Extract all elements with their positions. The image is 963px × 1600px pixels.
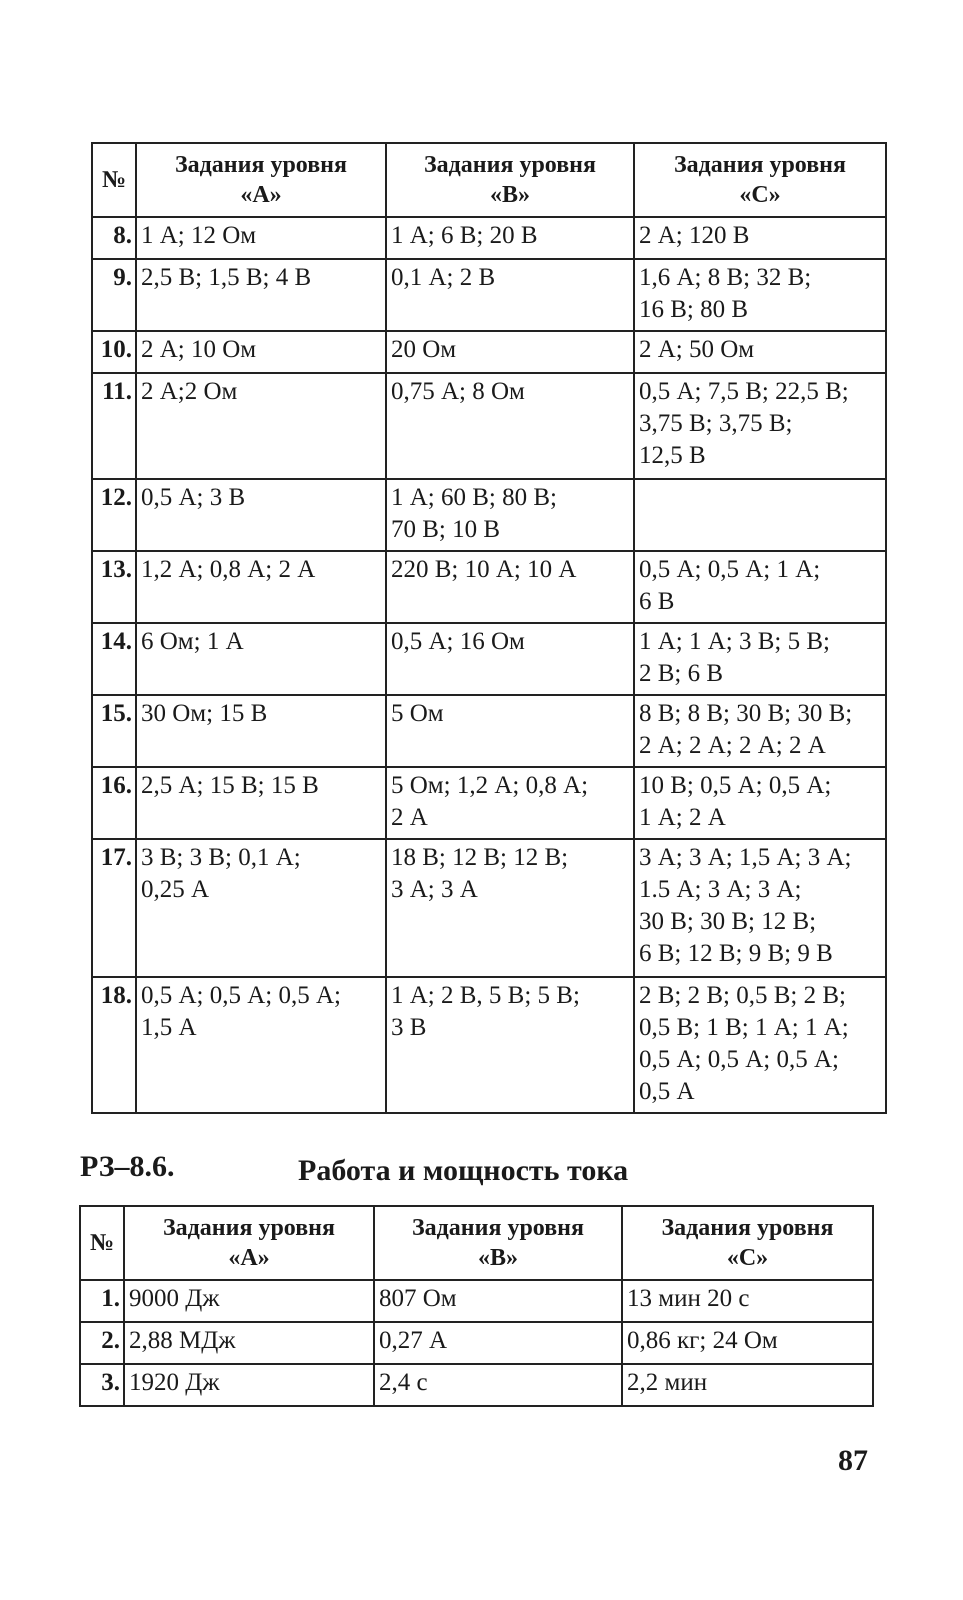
row-number: 1.: [80, 1280, 124, 1322]
row-number: 13.: [92, 551, 136, 623]
cell-level-b: 0,1 А; 2 В: [386, 259, 634, 331]
table-row: [92, 767, 886, 839]
cell-level-c: 1 А; 1 А; 3 В; 5 В; 2 В; 6 В: [634, 623, 886, 695]
cell-level-a: 1,2 А; 0,8 А; 2 А: [136, 551, 386, 623]
answers-table-main: [91, 142, 887, 1114]
row-number: 11.: [92, 373, 136, 479]
table-header-row: [92, 143, 886, 217]
cell-level-b: 5 Ом; 1,2 А; 0,8 А; 2 А: [386, 767, 634, 839]
table-body: [80, 1280, 873, 1406]
header-level-b: Задания уровня «В»: [386, 143, 634, 217]
row-number: 17.: [92, 839, 136, 977]
cell-level-a: 2,5 В; 1,5 В; 4 В: [136, 259, 386, 331]
cell-level-c: 8 В; 8 В; 30 В; 30 В; 2 А; 2 А; 2 А; 2 А: [634, 695, 886, 767]
table-row: [92, 331, 886, 373]
cell-level-c: 2 В; 2 В; 0,5 В; 2 В; 0,5 В; 1 В; 1 А; 1 А; 0,5 А; 0,5 А; 0,5 А; 0,5 А: [634, 977, 886, 1113]
table-row: [92, 839, 886, 977]
row-number: 18.: [92, 977, 136, 1113]
table-row: [92, 479, 886, 551]
section-title: Работа и мощность тока: [298, 1154, 629, 1187]
cell-level-c: 2 А; 50 Ом: [634, 331, 886, 373]
cell-level-b: 1 А; 60 В; 80 В; 70 В; 10 В: [386, 479, 634, 551]
row-number: 2.: [80, 1322, 124, 1364]
table-row: [80, 1322, 873, 1364]
cell-level-a: 0,5 А; 3 В: [136, 479, 386, 551]
cell-level-c: [634, 479, 886, 551]
cell-level-b: 2,4 с: [374, 1364, 622, 1406]
cell-level-a: 2,5 А; 15 В; 15 В: [136, 767, 386, 839]
table-body: [92, 217, 886, 1113]
cell-level-a: 0,5 А; 0,5 А; 0,5 А; 1,5 А: [136, 977, 386, 1113]
row-number: 16.: [92, 767, 136, 839]
table-row: [92, 373, 886, 479]
cell-level-a: 30 Ом; 15 В: [136, 695, 386, 767]
header-level-b: Задания уровня «В»: [374, 1206, 622, 1280]
row-number: 9.: [92, 259, 136, 331]
row-number: 8.: [92, 217, 136, 259]
table-row: [92, 217, 886, 259]
header-level-c: Задания уровня «С»: [634, 143, 886, 217]
table-row: [80, 1280, 873, 1322]
cell-level-c: 2 А; 120 В: [634, 217, 886, 259]
page-number: 87: [838, 1444, 868, 1477]
table-row: [92, 259, 886, 331]
cell-level-b: 0,75 А; 8 Ом: [386, 373, 634, 479]
header-number: №: [92, 143, 136, 217]
row-number: 14.: [92, 623, 136, 695]
row-number: 10.: [92, 331, 136, 373]
header-level-a: Задания уровня «А»: [124, 1206, 374, 1280]
cell-level-c: 0,86 кг; 24 Ом: [622, 1322, 873, 1364]
cell-level-c: 13 мин 20 с: [622, 1280, 873, 1322]
row-number: 12.: [92, 479, 136, 551]
table-row: [92, 695, 886, 767]
cell-level-c: 2,2 мин: [622, 1364, 873, 1406]
cell-level-b: 1 А; 2 В, 5 В; 5 В; 3 В: [386, 977, 634, 1113]
header-level-c: Задания уровня «С»: [622, 1206, 873, 1280]
cell-level-a: 6 Ом; 1 А: [136, 623, 386, 695]
table-row: [92, 551, 886, 623]
cell-level-a: 3 В; 3 В; 0,1 А; 0,25 А: [136, 839, 386, 977]
cell-level-c: 3 А; 3 А; 1,5 А; 3 А; 1.5 А; 3 А; 3 А; 30 В; 30 В; 12 В; 6 В; 12 В; 9 В; 9 В: [634, 839, 886, 977]
cell-level-b: 220 В; 10 А; 10 А: [386, 551, 634, 623]
cell-level-b: 0,27 А: [374, 1322, 622, 1364]
table-header-row: [80, 1206, 873, 1280]
cell-level-a: 2,88 МДж: [124, 1322, 374, 1364]
answers-table-work-power: [79, 1205, 874, 1407]
cell-level-b: 0,5 А; 16 Ом: [386, 623, 634, 695]
section-code: РЗ–8.6.: [80, 1150, 175, 1183]
cell-level-b: 20 Ом: [386, 331, 634, 373]
row-number: 15.: [92, 695, 136, 767]
table-row: [92, 977, 886, 1113]
table-row: [80, 1364, 873, 1406]
cell-level-a: 2 А;2 Ом: [136, 373, 386, 479]
table-row: [92, 623, 886, 695]
header-level-a: Задания уровня «А»: [136, 143, 386, 217]
cell-level-b: 5 Ом: [386, 695, 634, 767]
cell-level-a: 2 А; 10 Ом: [136, 331, 386, 373]
row-number: 3.: [80, 1364, 124, 1406]
header-number: №: [80, 1206, 124, 1280]
cell-level-b: 18 В; 12 В; 12 В; 3 А; 3 А: [386, 839, 634, 977]
cell-level-a: 9000 Дж: [124, 1280, 374, 1322]
cell-level-b: 1 А; 6 В; 20 В: [386, 217, 634, 259]
cell-level-c: 0,5 А; 0,5 А; 1 А; 6 В: [634, 551, 886, 623]
cell-level-b: 807 Ом: [374, 1280, 622, 1322]
cell-level-c: 10 В; 0,5 А; 0,5 А; 1 А; 2 А: [634, 767, 886, 839]
cell-level-c: 1,6 А; 8 В; 32 В; 16 В; 80 В: [634, 259, 886, 331]
cell-level-a: 1 А; 12 Ом: [136, 217, 386, 259]
cell-level-a: 1920 Дж: [124, 1364, 374, 1406]
cell-level-c: 0,5 А; 7,5 В; 22,5 В; 3,75 В; 3,75 В; 12,5 В: [634, 373, 886, 479]
